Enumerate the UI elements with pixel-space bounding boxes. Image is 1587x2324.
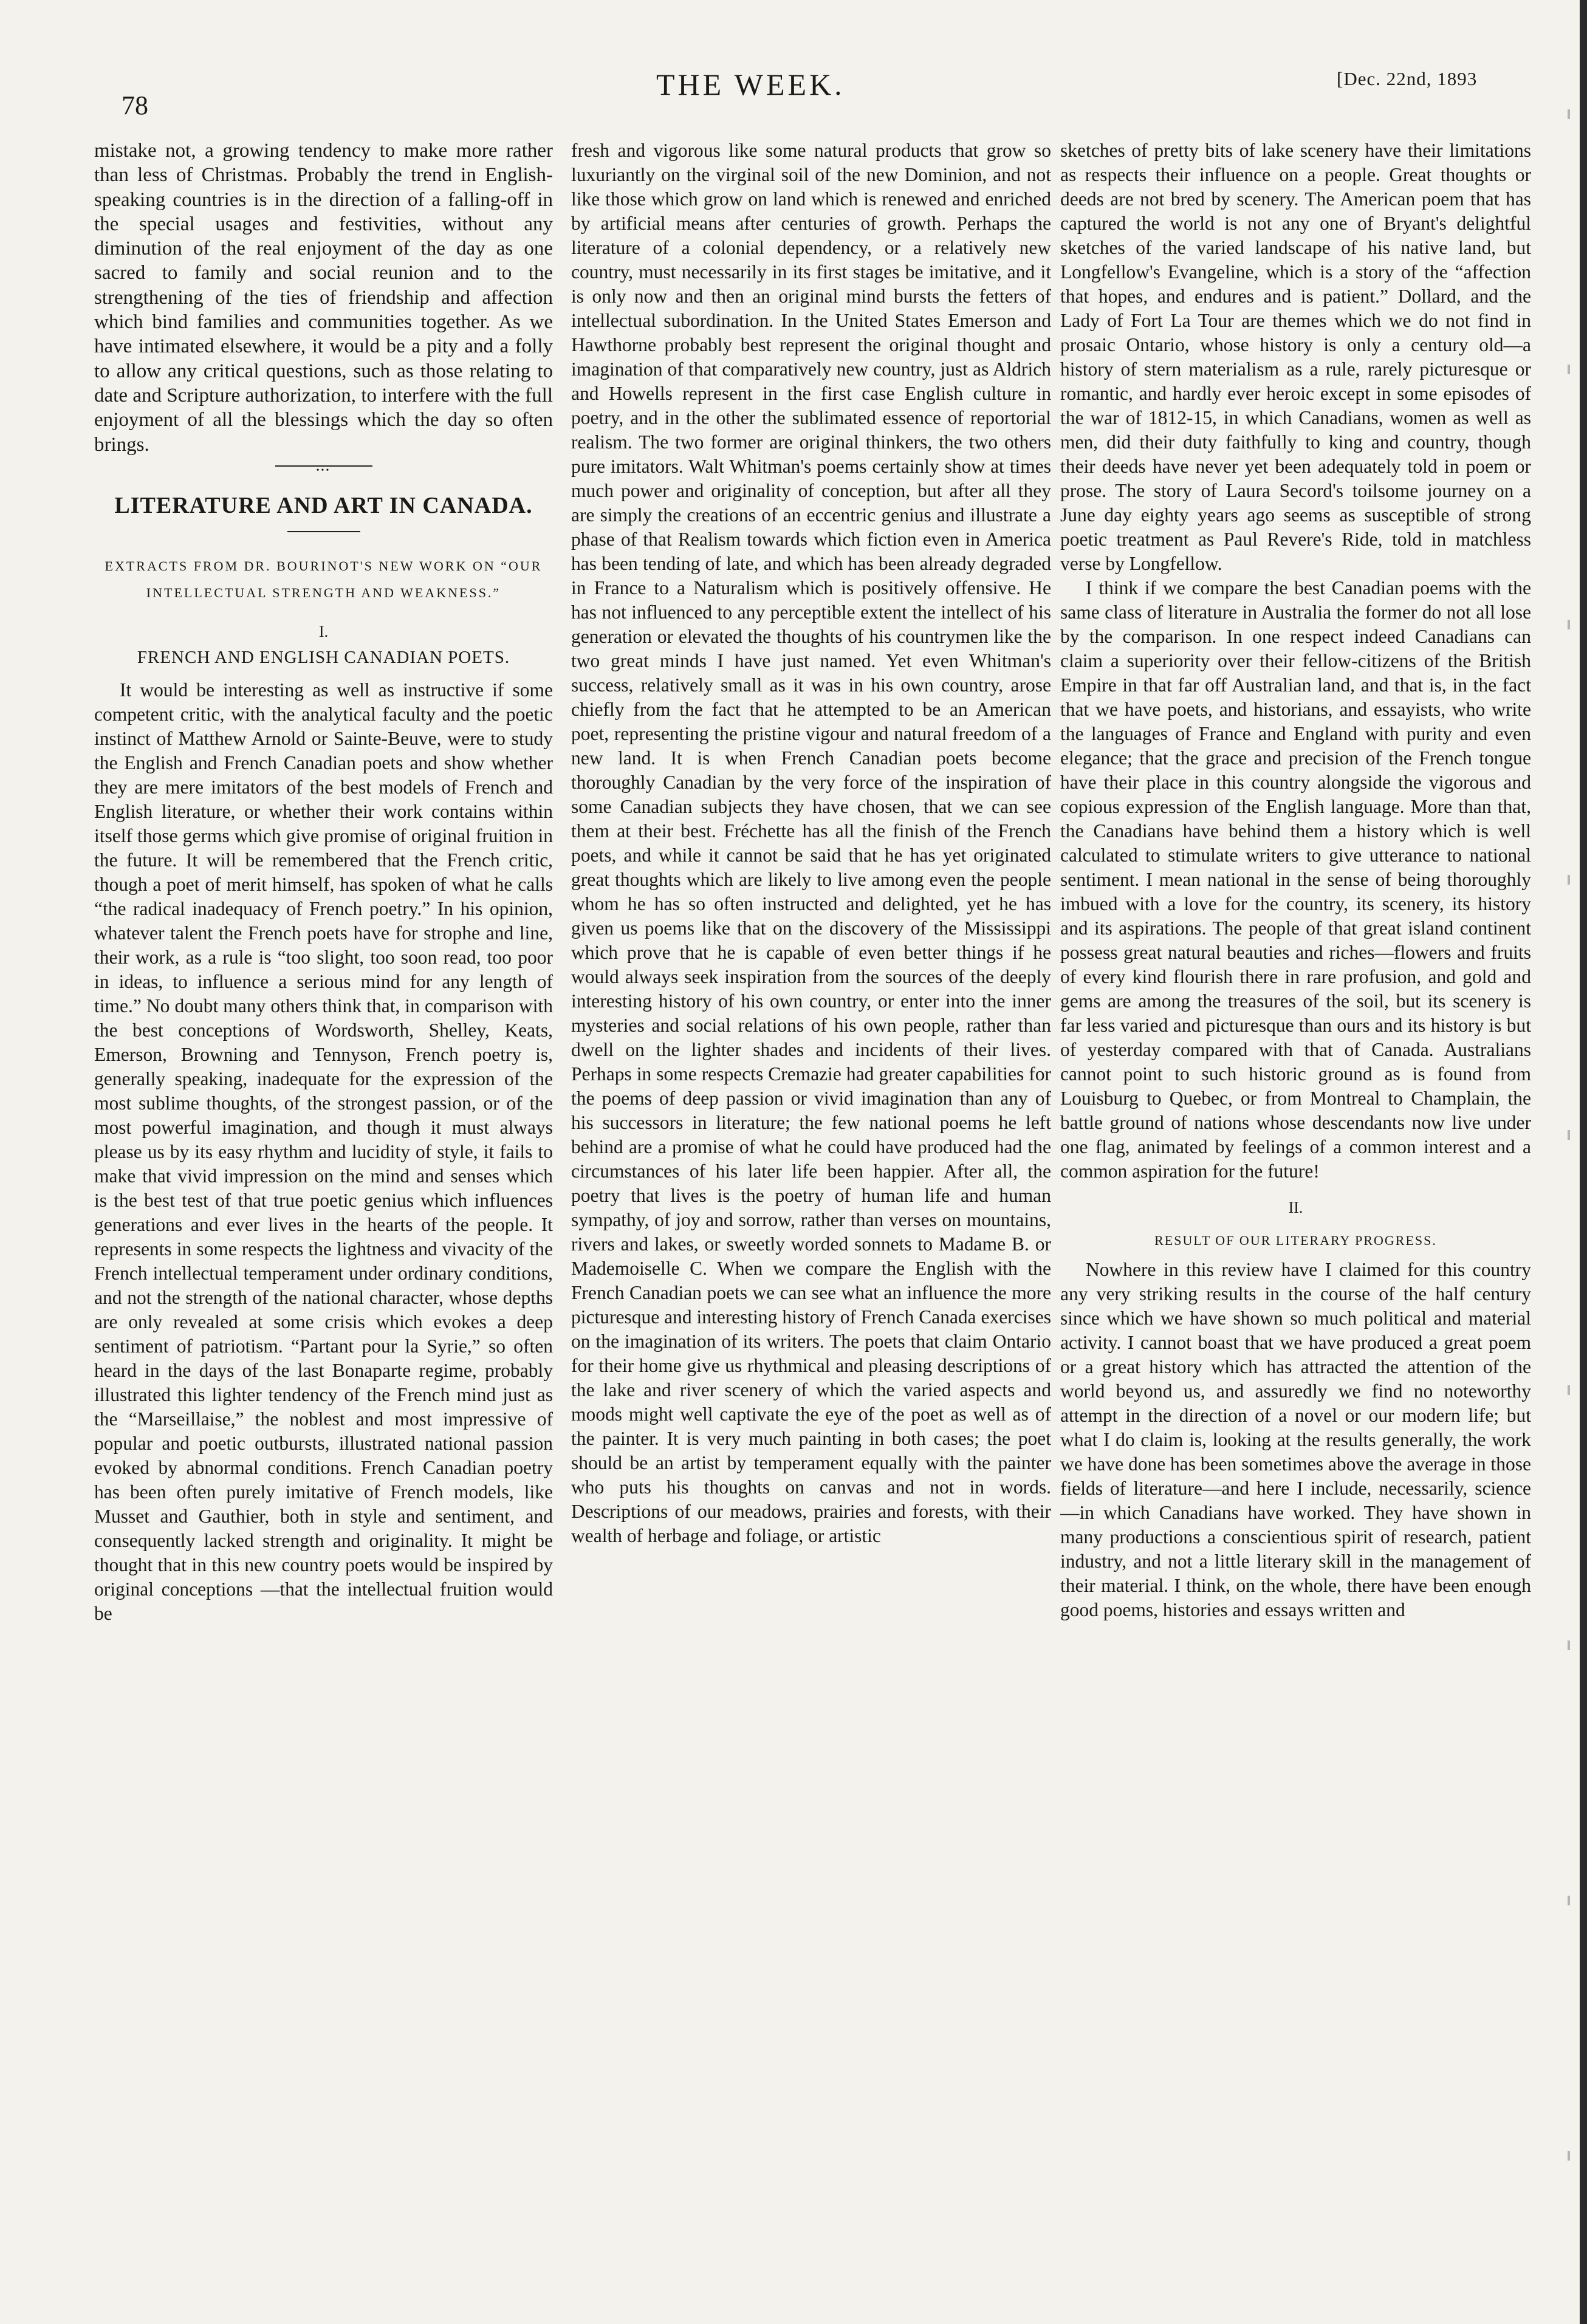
article-subtitle: EXTRACTS FROM DR. BOURINOT'S NEW WORK ON “OUR INTELLECTUAL STRENGTH AND WEAKNESS.”: [105, 558, 543, 600]
masthead-title: THE WEEK.: [656, 67, 845, 101]
column-middle: [571, 139, 1051, 2302]
article-paragraph: fresh and vigorous like some natural products that grow so luxuriantly on the virginal soil of the new Dominion, and not like those which grow on land which is renewed and enriched by artificial means after centuries of growth. Perhaps the literature of a colonial dependency, or a relatively new country, must necessarily in its first stages be imitative, and it is only now and then an original mind bursts the fetters of intellectual subordination. In the United States Emerson and Hawthorne probably best represent the original thought and imagination of that comparatively new country, just as Aldrich and Howells represent in the first case English culture in poetry, and in the other the sublimated essence of reportorial realism. The two former are original thinkers, the two others pure imitators. Walt Whitman's poems certainly show at times much power and originality of conception, but after all they are simply the creations of an eccentric genius and illustrate a phase of that Realism towards which fiction even in America has been tending of late, and which has been already degraded in France to a Naturalism which is positively offensive. He has not influenced to any perceptible extent the intellect of his generation or elevated the thoughts of his countrymen like the two great minds I have just named. Yet even Whitman's success, relatively small as it was in his own country, arose chiefly from the fact that he attempted to be an American poet, representing the pristine vigour and natural freedom of a new land. It is when French Canadian poets become thoroughly Canadian by the very force of the inspiration of some Canadian subjects they have chosen, that we can see them at their best. Fréchette has all the finish of the French poets, and while it cannot be said that he has yet originated great thoughts which are likely to live among even the people whom he has so often instructed and delighted, yet he has given us poems like that on the discovery of the Mississippi which prove that he is capable of even better things if he would always seek inspiration from the sources of the deeply interesting history of his own country, or enter into the inner mysteries and social relations of his own people, rather than dwell on the lighter shades and incidents of their lives. Perhaps in some respects Cremazie had greater capabilities for the poems of deep passion or vivid imagination than any of his successors in literature; the few national poems he left behind are a promise of what he could have produced had the circumstances of his later life been happier. After all, the poetry that lives is the poetry of human life and human sympathy, of joy and sorrow, rather than verses on mountains, rivers and lakes, or sweetly worded sonnets to Madame B. or Mademoiselle C. When we compare the English with the French Canadian poets we can see what an influence the more picturesque and interesting history of French Canada exercises on the imagination of its writers. The poets that claim Ontario for their home give us rhythmical and pleasing descriptions of the lake and river scenery of which the varied aspects and moods might well captivate the eye of the poet as well as of the painter. It is very much painting in both cases; the poet should be an artist by temperament equally with the painter who puts his thoughts on canvas and not in words. Descriptions of our meadows, prairies and forests, with their wealth of herbage and foliage, or artistic: [571, 140, 1051, 1546]
page-number: 78: [122, 91, 148, 120]
title-rule: [287, 531, 360, 532]
scan-binding-marks: [1568, 0, 1570, 2324]
section-numeral-2: II.: [1288, 1199, 1303, 1216]
article-title: LITERATURE AND ART IN CANADA.: [114, 492, 533, 518]
article-paragraph: I think if we compare the best Canadian poems with the same class of literature in Australia the former do not all lose by the comparison. In one respect indeed Canadians can claim a superiority over their fellow-citizens of the British Empire in that far off Australian land, and that is, in the fact that we have poets, and historians, and essayists, who write the languages of France and England with purity and even elegance; that the grace and precision of the French tongue have their place in this country alongside the vigorous and copious expression of the English language. More than that, the Canadians have behind them a history which is well calculated to stimulate writers to give utterance to national sentiment. I mean national in the sense of being thoroughly imbued with a love for the country, its scenery, its history and its aspirations. The people of that great island continent possess great natural beauties and riches—flowers and fruits of every kind flourish there in rare profusion, and gold and gems are among the treasures of the soil, but its scenery is far less varied and picturesque than ours and its history is but of yesterday compared with that of Canada. Australians cannot point to such historic ground as is found from Louisburg to Quebec, or from Montreal to Champlain, the battle ground of nations whose descendants now live under one flag, animated by feelings of a common interest and a common aspiration for the future!: [1060, 577, 1531, 1182]
scan-page-edge: [1580, 0, 1587, 2324]
section-divider: •••: [275, 465, 372, 475]
editorial-continuation: mistake not, a growing tendency to make more rather than less of Christmas. Probably the trend in English-speaking countries is in the direction of a falling-off in the special usages and festivities, without any diminution of the real enjoyment of the day as one sacred to family and social reunion and to the strengthening of the ties of friendship and affection which bind families and communities together. As we have intimated elsewhere, it would be a pity and a folly to allow any critical questions, such as those relating to date and Scripture authorization, to interfere with the full enjoyment of all the blessings which the day so often brings.: [94, 140, 553, 456]
article-paragraph: It would be interesting as well as instructive if some competent critic, with the analytical faculty and the poetic instinct of Matthew Arnold or Sainte-Beuve, were to study the English and French Canadian poets and show whether they are mere imitators of the best models of French and English literature, or whether their work contains within itself those germs which give promise of original fruition in the future. It will be remembered that the French critic, though a poet of merit himself, has spoken of what he calls “the radical inadequacy of French poetry.” In his opinion, whatever talent the French poets have for strophe and line, their work, as a rule is “too slight, too soon read, too poor in ideas, to influence a serious mind for any length of time.” No doubt many others think that, in comparison with the best conceptions of Wordsworth, Shelley, Keats, Emerson, Browning and Tennyson, French poetry is, generally speaking, inadequate for the expression of the most sublime thoughts, of the strongest passion, or of the most powerful imagination, and though it must always please us by its easy rhythm and lucidity of style, it fails to make that vivid impression on the mind and senses which is the best test of that true poetic genius which influences generations and ever lives in the hearts of the people. It represents in some respects the lightness and vivacity of the French intellectual temperament under ordinary conditions, and not the strength of the national character, whose depths are only revealed at some crisis which evokes a deep sentiment of patriotism. “Partant pour la Syrie,” so often heard in the days of the last Bonaparte regime, probably illustrated this lighter tendency of the French mind just as the “Marseillaise,” the noblest and most impressive of popular and poetic outbursts, illustrated national passion evoked by abnormal conditions. French Canadian poetry has been often purely imitative of French models, like Musset and Gauthier, both in style and sentiment, and consequently lacked strength and originality. It might be thought that in this new country poets would be inspired by original conceptions —that the intellectual fruition would be: [94, 679, 553, 1624]
issue-date: [Dec. 22nd, 1893: [1337, 68, 1478, 89]
column-right: [1060, 139, 1531, 2302]
section-heading-2: RESULT OF OUR LITERARY PROGRESS.: [1154, 1233, 1437, 1248]
article-paragraph: Nowhere in this review have I claimed for this country any very striking results in the course of the half century since which we have shown so much political and material activity. I cannot boast that we have produced a great poem or a great history which has attracted the attention of the world beyond us, and assuredly we find no noteworthy attempt in the direction of a novel or our modern life; but what I do claim is, looking at the results generally, the work we have done has been sometimes above the average in those fields of literature—and here I include, necessarily, science —in which Canadians have worked. They have shown in many productions a conscientious spirit of research, patient industry, and not a little literary skill in the management of their material. I think, on the whole, there have been enough good poems, histories and essays written and: [1060, 1259, 1531, 1620]
article-paragraph: sketches of pretty bits of lake scenery have their limitations as respects their influence on a people. Great thoughts or deeds are not bred by scenery. The American poem that has captured the world is not any one of Bryant's delightful sketches of the varied landscape of his native land, but Longfellow's Evangeline, which is a story of the “affection that hopes, and endures and is patient.” Dollard, and the Lady of Fort La Tour are themes which we do not find in prosaic Ontario, whose history is only a century old—a history of stern materialism as a rule, rarely picturesque or romantic, and hardly ever heroic except in some episodes of the war of 1812-15, in which Canadians, women as well as men, did their duty faithfully to king and country, though their deeds have never yet been adequately told in poem or prose. The story of Laura Secord's toilsome journey on a June day eighty years ago seems as susceptible of strong poetic treatment as Paul Revere's Ride, told in matchless verse by Longfellow.: [1060, 140, 1531, 574]
column-left: [94, 139, 553, 2302]
section-numeral-1: I.: [318, 622, 329, 640]
section-heading-1: FRENCH AND ENGLISH CANADIAN POETS.: [137, 647, 510, 667]
